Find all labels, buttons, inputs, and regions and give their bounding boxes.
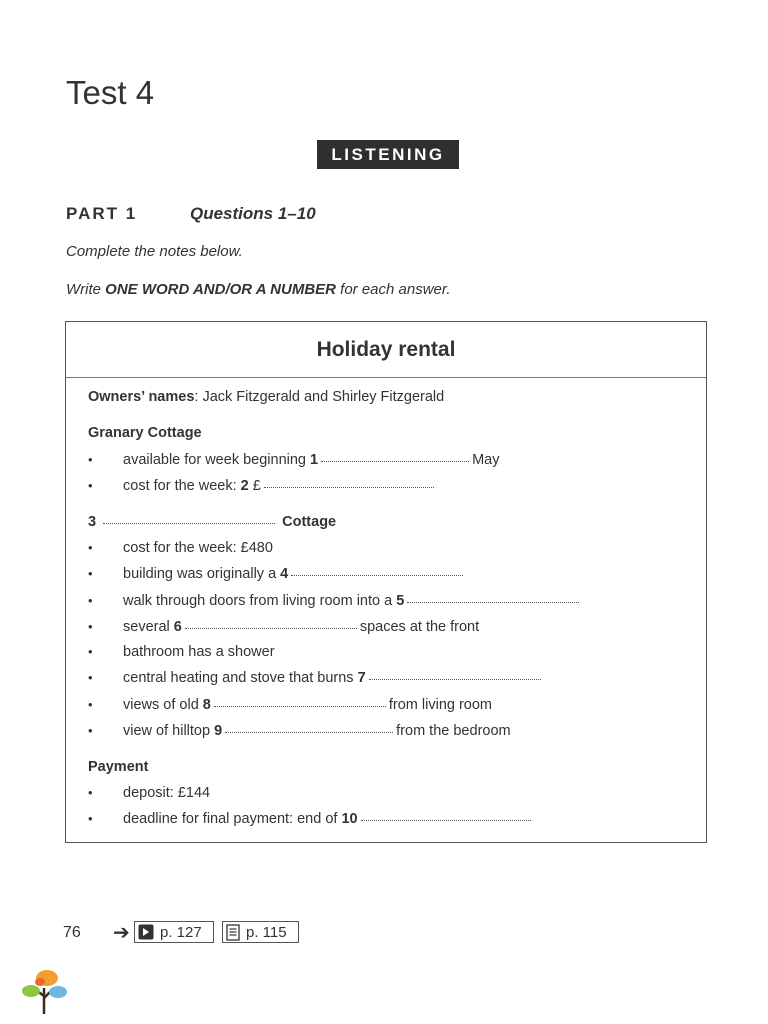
answer-gap-7[interactable] — [369, 678, 541, 680]
list-item: • walk through doors from living room into a 5 — [88, 593, 582, 609]
arrow-right-icon: ➔ — [113, 922, 130, 944]
cottage2-heading: 3 Cottage — [88, 514, 337, 530]
answer-gap-9[interactable] — [225, 731, 393, 733]
answer-key-icon — [226, 924, 240, 941]
section-badge-listening: LISTENING — [317, 140, 459, 169]
notes-box — [65, 321, 707, 843]
answer-gap-5[interactable] — [407, 601, 579, 603]
audioscript-icon — [138, 924, 154, 940]
list-item: • cost for the week: £480 — [88, 540, 273, 556]
audioscript-page-ref: p. 127 — [160, 923, 202, 941]
part-heading — [66, 204, 316, 224]
instruction-word-limit: Write ONE WORD AND/OR A NUMBER for each answer. — [66, 281, 451, 298]
list-item: • cost for the week: 2 £ — [88, 478, 437, 494]
test-title: Test 4 — [66, 74, 155, 111]
tree-logo-icon — [20, 966, 70, 1021]
answer-gap-8[interactable] — [214, 705, 386, 707]
list-item: • building was originally a 4 — [88, 566, 466, 582]
owners-line: Owners’ names: Jack Fitzgerald and Shirley Fitzgerald — [88, 389, 445, 405]
notes-title: Holiday rental — [66, 322, 706, 378]
answer-gap-2[interactable] — [264, 486, 434, 488]
audioscript-reference[interactable] — [134, 921, 214, 943]
answer-gap-4[interactable] — [291, 574, 463, 576]
list-item: • bathroom has a shower — [88, 644, 275, 660]
payment-heading: Payment — [88, 759, 149, 775]
instruction-complete-notes: Complete the notes below. — [66, 243, 243, 260]
answer-gap-6[interactable] — [185, 627, 357, 629]
list-item: • views of old 8 from living room — [88, 697, 493, 713]
list-item: • deadline for final payment: end of 10 — [88, 811, 534, 827]
page-number: 76 — [63, 924, 81, 941]
part-label: PART 1 — [66, 204, 138, 223]
answer-gap-3[interactable] — [103, 522, 275, 524]
answer-gap-10[interactable] — [361, 819, 531, 821]
list-item: • view of hilltop 9 from the bedroom — [88, 723, 511, 739]
list-item: • deposit: £144 — [88, 785, 211, 801]
list-item: • central heating and stove that burns 7 — [88, 670, 544, 686]
list-item: • available for week beginning 1 May — [88, 452, 500, 468]
answer-key-reference[interactable] — [222, 921, 299, 943]
answer-gap-1[interactable] — [321, 460, 469, 462]
answer-key-page-ref: p. 115 — [246, 923, 287, 941]
questions-label: Questions 1–10 — [190, 204, 316, 223]
granary-heading: Granary Cottage — [88, 425, 202, 441]
list-item: • several 6 spaces at the front — [88, 619, 480, 635]
